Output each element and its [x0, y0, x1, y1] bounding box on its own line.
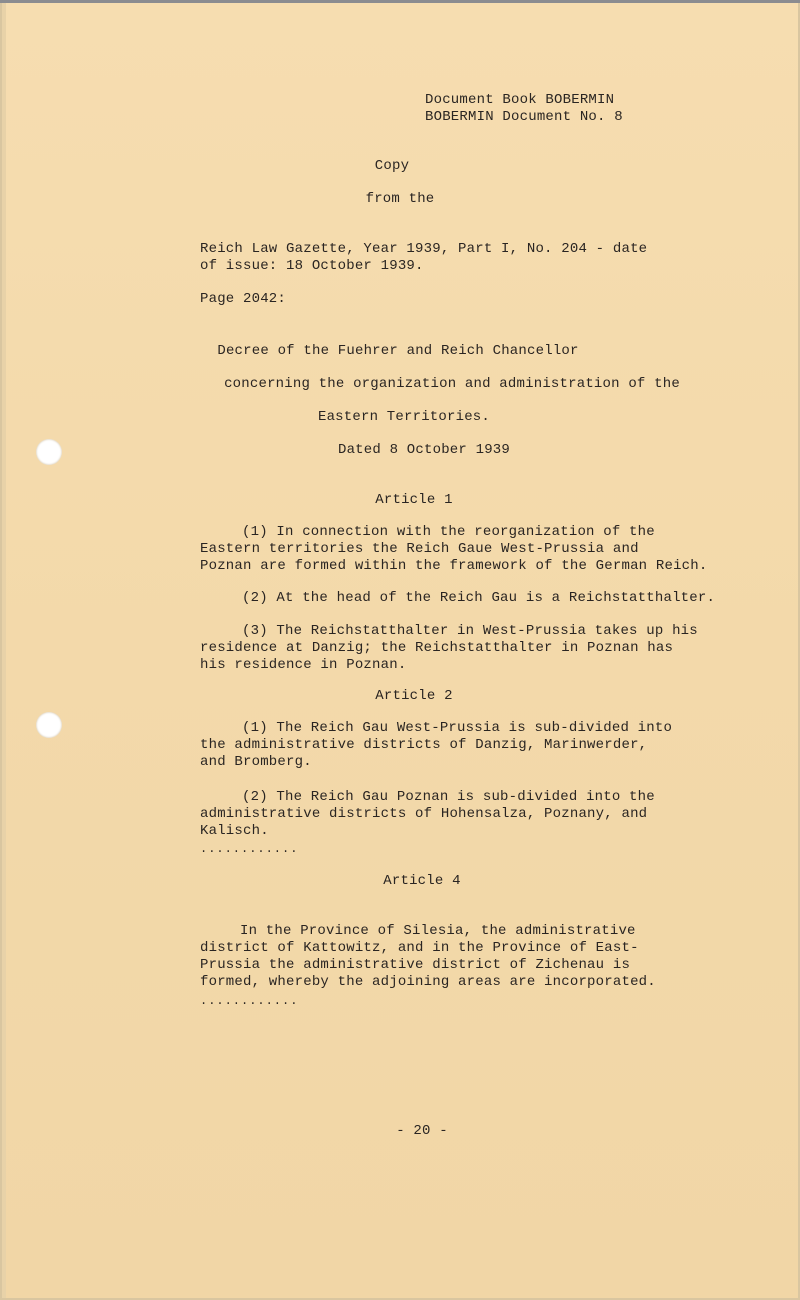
article-1-p1-line-3: Poznan are formed within the framework of the German Reich. [200, 558, 708, 574]
from-label: from the [365, 191, 435, 207]
article-4-ellipsis: ............ [200, 994, 299, 1008]
article-2-p2-line-1: (2) The Reich Gau Poznan is sub-divided into the [242, 789, 655, 805]
article-1-p1-line-2: Eastern territories the Reich Gaue West-Prussia and [200, 541, 639, 557]
gazette-page: Page 2042: [200, 291, 287, 307]
gazette-line-1: Reich Law Gazette, Year 1939, Part I, No. 204 - date [200, 241, 648, 257]
article-1-p3-line-2: residence at Danzig; the Reichstatthalter in Poznan has [200, 640, 674, 656]
decree-dated: Dated 8 October 1939 [337, 442, 511, 458]
document-number-line: BOBERMIN Document No. 8 [425, 109, 623, 125]
decree-title-1: Decree of the Fuehrer and Reich Chancellor [217, 343, 579, 359]
document-book-line: Document Book BOBERMIN [425, 92, 615, 108]
article-4-p1-line-2: district of Kattowitz, and in the Province of East- [200, 940, 639, 956]
article-1-p3-line-1: (3) The Reichstatthalter in West-Prussia takes up his [242, 623, 698, 639]
article-1-p1-line-1: (1) In connection with the reorganization of the [242, 524, 655, 540]
article-2-p1-line-3: and Bromberg. [200, 754, 312, 770]
decree-title-2: concerning the organization and administration of the [224, 376, 680, 392]
article-1-heading: Article 1 [375, 492, 453, 508]
article-2-p1-line-1: (1) The Reich Gau West-Prussia is sub-divided into [242, 720, 673, 736]
article-2-ellipsis: ............ [200, 842, 299, 856]
article-2-p2-line-2: administrative districts of Hohensalza, Poznany, and [200, 806, 648, 822]
article-2-p1-line-2: the administrative districts of Danzig, Marinwerder, [200, 737, 648, 753]
copy-label: Copy [374, 158, 410, 174]
article-1-p2: (2) At the head of the Reich Gau is a Reichstatthalter. [242, 590, 716, 606]
scan-edge [0, 0, 800, 3]
article-4-p1-line-3: Prussia the administrative district of Zichenau is [200, 957, 631, 973]
article-4-heading: Article 4 [383, 873, 461, 889]
article-4-p1-line-1: In the Province of Silesia, the administrative [240, 923, 636, 939]
page-number: - 20 - [396, 1123, 448, 1139]
article-2-p2-line-3: Kalisch. [200, 823, 269, 839]
punch-hole-lower [36, 712, 62, 738]
gazette-line-2: of issue: 18 October 1939. [200, 258, 424, 274]
article-1-p3-line-3: his residence in Poznan. [200, 657, 407, 673]
article-4-p1-line-4: formed, whereby the adjoining areas are incorporated. [200, 974, 656, 990]
decree-title-3: Eastern Territories. [317, 409, 491, 425]
article-2-heading: Article 2 [375, 688, 453, 704]
